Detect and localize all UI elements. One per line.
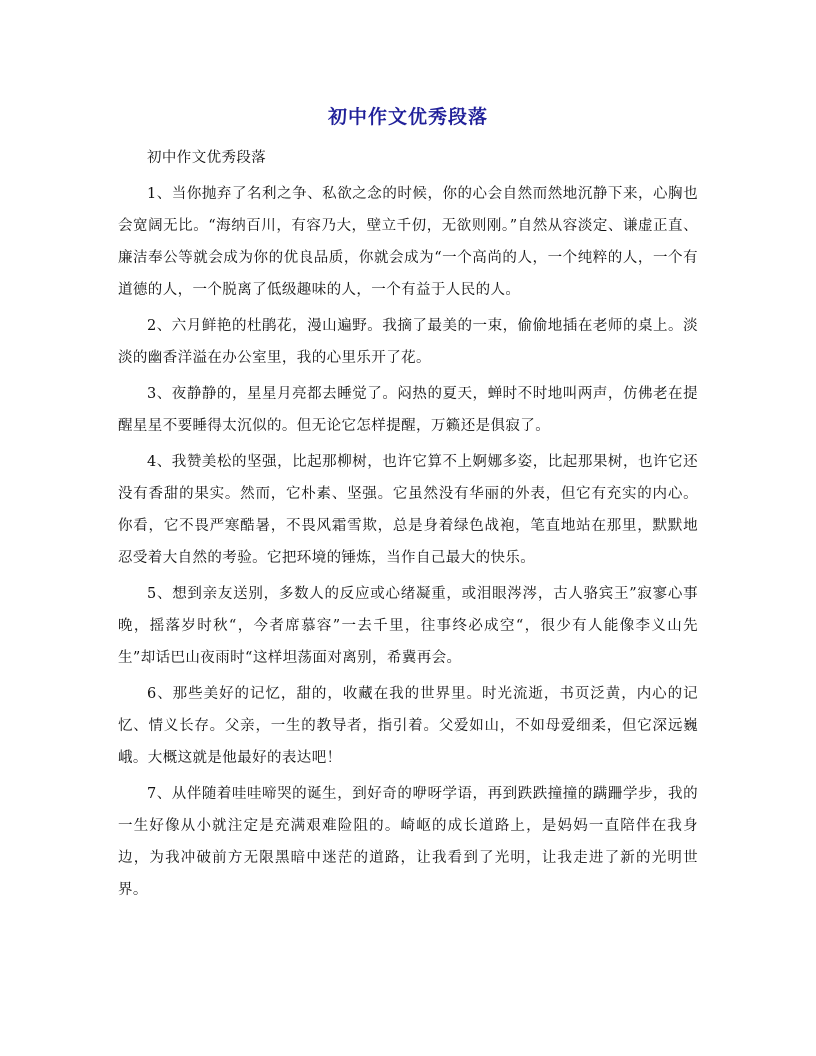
document-title: 初中作文优秀段落 [327, 106, 488, 128]
paragraph-4: 4、我赞美松的坚强，比起那柳树，也许它算不上婀娜多姿，比起那果树，也许它还没有香甜的果实。然而，它朴素、坚强。它虽然没有华丽的外表，但它有充实的内心。你看，它不畏严寒酷暑，不畏风霜雪欺，总是身着绿色战袍，笔直地站在那里，默默地忍受着大自然的考验。它把环境的锤炼，当作自己最大的快乐。 [118, 454, 698, 566]
document-page [118, 100, 698, 910]
paragraph-2: 2、六月鲜艳的杜鹃花，漫山遍野。我摘了最美的一束，偷偷地插在老师的桌上。淡淡的幽香洋溢在办公室里，我的心里乐开了花。 [118, 318, 698, 366]
paragraph-7: 7、从伴随着哇哇啼哭的诞生，到好奇的咿呀学语，再到跌跌撞撞的蹒跚学步，我的一生好像从小就注定是充满艰难险阻的。崎岖的成长道路上，是妈妈一直陪伴在我身边，为我冲破前方无限黑暗中迷茫的道路，让我看到了光明，让我走进了新的光明世界。 [118, 786, 698, 898]
paragraph-6: 6、那些美好的记忆，甜的，收藏在我的世界里。时光流逝，书页泛黄，内心的记忆、情义长存。父亲，一生的教导者，指引着。父爱如山，不如母爱细柔，但它深远巍峨。大概这就是他最好的表达吧！ [118, 686, 698, 766]
paragraph-5: 5、想到亲友送别，多数人的反应或心绪凝重，或泪眼涔涔，古人骆宾王”寂寥心事晚，摇落岁时秋“，今者席慕容”一去千里，往事终必成空“，很少有人能像李义山先生”却话巴山夜雨时“这样坦荡面对离别，希冀再会。 [118, 586, 698, 666]
paragraph-3: 3、夜静静的，星星月亮都去睡觉了。闷热的夏天，蝉时不时地叫两声，仿佛老在提醒星星不要睡得太沉似的。但无论它怎样提醒，万籁还是俱寂了。 [118, 386, 698, 434]
paragraph-1: 1、当你抛弃了名利之争、私欲之念的时候，你的心会自然而然地沉静下来，心胸也会宽阔无比。“海纳百川，有容乃大，壁立千仞，无欲则刚。”自然从容淡定、谦虚正直、廉洁奉公等就会成为你的优良品质，你就会成为“一个高尚的人，一个纯粹的人，一个有道德的人，一个脱离了低级趣味的人，一个有益于人民的人。 [118, 186, 698, 298]
document-subtitle: 初中作文优秀段落 [147, 150, 267, 166]
